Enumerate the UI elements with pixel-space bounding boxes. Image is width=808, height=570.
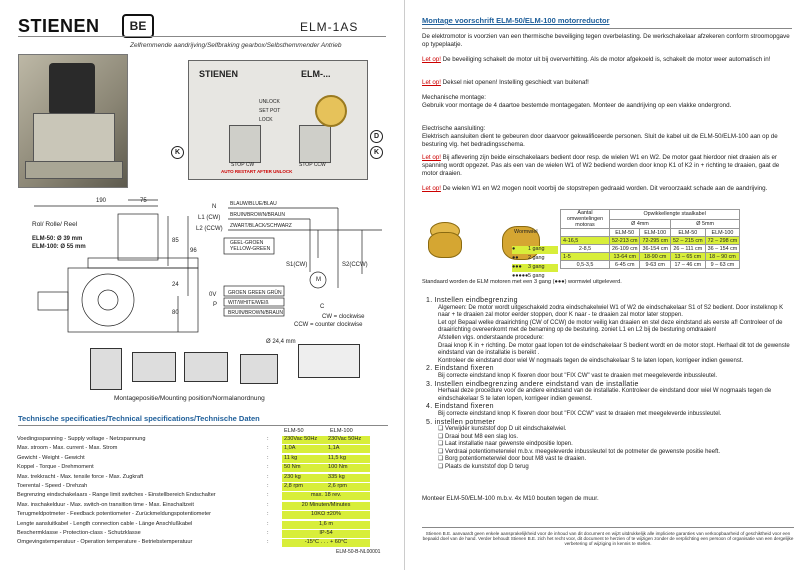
th-aantal: Aantal omwentelingen motoras (561, 210, 610, 229)
spec-colon: : (267, 464, 269, 471)
panel-label-lock: LOCK (259, 117, 273, 123)
panel-label-stop-cw: STOP CW (231, 162, 255, 168)
spec-row (17, 436, 387, 445)
step-line: ❑ Draai bout M8 een slag los. (438, 433, 519, 440)
spec-value-elm50: 230Vac 50Hz (282, 436, 326, 444)
mech-title: Mechanische montage: (422, 94, 486, 101)
spec-row (17, 455, 387, 464)
spec-row (17, 492, 387, 501)
shaft-diameter: Ø 24,4 mm (266, 339, 296, 345)
gear-cell-a: 26-109 cm (610, 245, 640, 253)
gear-gang: 2 gang (528, 255, 545, 261)
spec-value-shared: 20 Minuten/Minutes (282, 502, 370, 510)
gear-body (428, 232, 462, 258)
wire-brown: BRUIN/BROWN/BRAUN (230, 212, 286, 218)
step-line: Bij correcte eindstand knop K fixeren door bout "FIX CW" vast te draaien met meegeleverde inbussleutel. (438, 372, 718, 379)
specs-title-underline (18, 425, 388, 426)
pot-wire-white: WIT/WHITE/WEIß (228, 300, 269, 306)
specs-header-elm50: ELM-50 (284, 428, 304, 434)
warning-cover (422, 79, 794, 87)
spec-label: Toerental - Speed - Drehzah (17, 483, 88, 489)
spec-row (17, 502, 387, 511)
warning-lead: Let op! (422, 154, 441, 161)
spec-value-elm100: 335 kg (326, 474, 370, 482)
model-title: ELM-1AS (300, 20, 359, 34)
gear-cell-a: 13-64 cm (610, 253, 640, 261)
step-heading: 4. Eindstand fixeren (426, 403, 494, 411)
steps-list (426, 297, 796, 472)
spec-row (17, 445, 387, 454)
th-d5: Ø 5mm (670, 219, 739, 229)
switch-wheel-right (299, 125, 331, 163)
gear-gang: 5 gang (528, 273, 545, 279)
wire-black: ZWART/BLACK/SCHWARZ (230, 223, 292, 229)
spec-label: Terugmeldpotmeter - Feedback potentiometer - Zurückmeldungspotentiometer (17, 511, 212, 518)
switch-wheel-left (229, 125, 261, 163)
auto-restart-warning (221, 169, 292, 174)
gear-dots: ● (512, 246, 516, 252)
spec-label: Max. inschakelduur - Max. switch-on transition time - Max. Einschaltzeit (17, 501, 194, 508)
ccw-legend: CCW = counter clockwise (294, 322, 363, 328)
gear-cell-om: 0,5-3,5 (561, 261, 610, 269)
label-s2: S2(CCW) (342, 262, 368, 268)
spec-colon: : (267, 473, 269, 480)
spec-row (17, 464, 387, 473)
spec-value-shared: 10KΩ ±20% (282, 511, 370, 519)
gear-cell-om: 2-8,5 (561, 245, 610, 253)
spec-label: Max. stroom - Max. current - Max. Strom (17, 445, 118, 452)
th-col: ELM-100 (705, 229, 740, 237)
brand-logo-mark: BE (122, 14, 154, 38)
step-line: Kontroleer de eindstand door wiel W nogmaals tegen de eindschakelaar S te laten lopen, korrigeer indien gewenst. (438, 357, 744, 364)
dim-85: 85 (172, 238, 179, 244)
spec-colon: : (267, 445, 269, 452)
knob-marker-k-left: K (171, 146, 184, 159)
spec-colon: : (267, 511, 269, 518)
after-unlock-text: AFTER UNLOCK (256, 169, 293, 174)
doc-code: ELM-50-B-NL00001 (336, 549, 381, 555)
gear-cell-c: 13 – 65 cm (670, 253, 705, 261)
step-line: Afstellen vlgs. onderstaande procedure: (438, 334, 544, 341)
step-line: Let op! Bepaal welke draairichting (CW of CCW) de motor veilig kan draaien en stel deze eindstand als eerste af! Controleer of de draairichting overeenkomt met de benaming op de besturing. zoniet L1 en L2 bij de besturing omdraaien! (438, 319, 783, 334)
label-motor: M (316, 277, 321, 283)
gear-cell-a: 6-45 cm (610, 261, 640, 269)
label-0v: 0V (209, 292, 217, 298)
dim-190: 190 (96, 198, 107, 204)
gearbox-body (33, 113, 115, 165)
mech-text: Gebruik voor montage de 4 daartoe bestemde montagegaten. Monteer de aandrijving op een vlakke ondergrond. (422, 102, 732, 109)
dim-75: 75 (140, 198, 147, 204)
header-divider (18, 36, 386, 37)
warning-switches (422, 154, 794, 178)
gear-cell-b: 72-295 cm (640, 237, 670, 245)
gear-table-row (561, 237, 740, 245)
feedback-pot-wheel (315, 95, 347, 127)
warning-lead: Let op! (422, 56, 441, 63)
gear-row-label (512, 255, 558, 263)
subtitle: Zelfremmende aandrijving/Selfbraking gearbox/Selbsthemmender Antrieb (130, 42, 342, 49)
pot-wire-green: GROEN GREEN GRÜN (228, 290, 282, 296)
mounting-caption: Montagepositie/Mounting position/Normalanordnung (114, 395, 265, 402)
wire-blue: BLAUW/BLUE/BLAU (230, 201, 277, 207)
step-line: ❑ Borg potentiometerwiel door bout M8 vast te draaien. (438, 456, 587, 463)
gear-cell-b: 36-154 cm (640, 245, 670, 253)
gear-dots: ●●●●● (512, 273, 529, 279)
panel-label-setpot: SET POT (259, 108, 281, 114)
intro-text: De elektromotor is voorzien van een thermische beveiliging tegen overbelasting. De werkschakelaar afzekeren conform stroomopgave op typeplaatje. (422, 33, 790, 48)
gear-row-label (512, 273, 558, 281)
mount-pos-3 (184, 352, 228, 382)
step-line: Bij correcte eindstand knop K fixeren door bout "FIX CCW" vast te draaien met meegeleverde inbussleutel. (438, 410, 722, 417)
spec-colon: : (267, 520, 269, 527)
step-heading: 5. instellen potmeter (426, 418, 496, 426)
warning-overheat (422, 56, 794, 64)
spec-value-elm50: 1,0A (282, 445, 326, 453)
gear-table-row (561, 261, 740, 269)
mount-plate (25, 161, 123, 179)
gear-row-label (512, 264, 558, 272)
spec-label: Koppel - Torque - Drehmoment (17, 464, 94, 471)
spec-value-elm100: 1,1A (326, 445, 370, 453)
roll-elm100: ELM-100: Ø 55 mm (32, 244, 86, 250)
spec-value-elm100: 2,6 rpm (326, 483, 370, 491)
gear-cell-b: 9-63 cm (640, 261, 670, 269)
gear-gang: 1 gang (528, 246, 545, 252)
elec-text: Elektrisch aansluiten dient te gebeuren door daarvoor gekwalificeerde personen. Sluit de kabel uit de ELM-50/ELM-100 aan op de besturing vlg. het bedradingsschema. (422, 133, 778, 148)
gear-cell-d: 9 – 63 cm (705, 261, 740, 269)
gear-cell-d: 36 – 154 cm (705, 245, 740, 253)
spec-value-elm100: 11,5 kg (326, 455, 370, 463)
disclaimer: Stienen B.E. aanvaardt geen enkele aansprakelijkheid voor de inhoud van dit document en wijzt uitdrukkelijk alle impliciete garanties van verkoopbaarheid of geschiktheid voor een bepaald doel van de hand. Verder behoudt Stienen B.E. zich het recht voor, dit document te herzien of te wijzigen zonder de verplichting een persoon of organisatie van een dergelijke verbetering of wijziging in kennis te stellen. (422, 527, 794, 546)
spec-colon: : (267, 501, 269, 508)
panel-brand: STIENEN (199, 69, 239, 79)
gear-table-row (561, 253, 740, 261)
gear-gang: 3 gang (528, 264, 545, 270)
right-page (404, 0, 808, 570)
spec-colon: : (267, 492, 269, 499)
gear-table (560, 209, 740, 269)
spec-value-shared: 1,6 m (282, 521, 370, 529)
step-line: ❑ Plaats de kunststof dop D terug (438, 464, 529, 471)
gear-cell-c: 26 – 111 cm (670, 245, 705, 253)
specs-header-elm100: ELM-100 (330, 428, 353, 434)
spec-row (17, 530, 387, 539)
roll-label: Rol/ Rolle/ Reel (32, 221, 78, 228)
label-capacitor: C (320, 304, 325, 310)
label-p: P (213, 302, 218, 308)
panel-model: ELM-... (301, 69, 331, 79)
mounting-drawings (60, 340, 380, 388)
th-blank (561, 229, 610, 237)
spec-label: Gewicht - Weight - Gewicht (17, 454, 85, 461)
spec-colon: : (267, 539, 269, 546)
gear-table-row (561, 245, 740, 253)
spec-row (17, 521, 387, 530)
spec-label: Omgevingstemperatuur - Operation temperature - Betriebstemperatuur (17, 539, 193, 546)
instructions-title: Montage voorschrift ELM-50/ELM-100 motorreductor (422, 16, 610, 25)
gear-table-subheader (561, 229, 740, 237)
step-line: Herhaal deze procedure voor de andere eindstand van de installatie. Kontroleer de eindstand door wiel W nogmaals tegen de eindschakelaar S te laten lopen, korrigeer indien gewenst. (438, 388, 772, 402)
th-d4: Ø 4mm (610, 219, 671, 229)
gear-cell-b: 18-90 cm (640, 253, 670, 261)
warning-text: Bij aflevering zijn beide einschakelaars bedient door resp. de wielen W1 en W2. De motor gaat hierdoor niet draaien als er spanning wordt opgezet. Pas als een van de wielen W1 of W2 bediend worden door knop K1 of K2 in + richting te draaien, gaat de motor draaien. (422, 154, 780, 177)
spec-label: Max. trekkracht - Max. tensile force - Max. Zugkraft (17, 473, 144, 480)
step-line: ❑ Laat installatie naar gewenste eindpositie lopen. (438, 441, 573, 448)
th-wormwiel: Wormwiel (514, 229, 538, 235)
gear-cell-c: 52 – 215 cm (670, 237, 705, 245)
spec-value-elm50: 2,8 rpm (282, 483, 326, 491)
mount-pos-5 (298, 344, 360, 378)
wormwheel-photo (426, 220, 462, 260)
gear-cell-a: 52-213 cm (610, 237, 640, 245)
th-col: ELM-50 (610, 229, 640, 237)
step-line: ❑ Verdraai potentiometerwiel m.b.v. meegeleverde inbussleutel tot de potmeter de gewenste positie heeft. (438, 448, 721, 455)
spec-value-elm100: 230Vac 50Hz (326, 436, 370, 444)
spec-row (17, 474, 387, 483)
warning-wheels (422, 185, 794, 193)
step-line: Algemeen: De motor wordt uitgeschakeld zodra eindschakelwiel W1 of W2 de eindschakelaar S1 of S2 bedient. Door instelknop K naar + te draaien zal motor eerder stoppen, door K naar - te draaien zal motor later stoppen. (438, 304, 784, 319)
wire-n: N (212, 204, 217, 210)
spec-value-elm50: 50 Nm (282, 464, 326, 472)
gear-cell-d: 18 – 90 cm (705, 253, 740, 261)
auto-restart-text: AUTO RESTART (221, 169, 256, 174)
brand-logo: STIENEN (18, 16, 100, 36)
spec-colon: : (267, 454, 269, 461)
panel-label-unlock: UNLOCK (259, 99, 280, 105)
control-panel (188, 60, 368, 180)
spec-value-elm50: 11 kg (282, 455, 326, 463)
warning-lead: Let op! (422, 79, 441, 86)
warning-lead: Let op! (422, 185, 441, 192)
th-cable: Opwikkellengte staalkabel (610, 210, 740, 220)
gear-dots: ●●● (512, 264, 522, 270)
spec-value-shared: -15°C . . . + 60°C (282, 539, 370, 547)
th-col: ELM-50 (670, 229, 705, 237)
gear-note: Standaard worden de ELM motoren met een 3 gang (●●●) wormwiel uitgeleverd. (422, 279, 622, 285)
wire-l1: L1 (CW) (198, 215, 221, 221)
spec-value-shared: IP-54 (282, 530, 370, 538)
knob-marker-k-right: K (370, 146, 383, 159)
pot-wire-brown: BRUIN/BROWN/BRAUN (228, 310, 284, 316)
gear-row-label (512, 246, 558, 254)
dim-96: 96 (190, 248, 197, 254)
spec-label: Beschermklasse - Protection-class - Schutzklasse (17, 530, 141, 536)
spec-row (17, 483, 387, 492)
gear-cell-om: 4-16,5 (561, 237, 610, 245)
spec-colon: : (267, 530, 269, 536)
warning-text: Deksel niet openen! Instelling geschiedt van buitenaf! (440, 79, 589, 86)
step-heading: 2. Eindstand fixeren (426, 365, 494, 373)
spec-value-shared: max. 18 rev. (282, 492, 370, 500)
elec-title: Electrische aansluiting: (422, 125, 486, 132)
cap-marker-d: D (370, 130, 383, 143)
panel-label-stop-ccw: STOP CCW (299, 162, 326, 168)
mount-pos-2 (132, 352, 176, 382)
gear-cell-d: 72 – 298 cm (705, 237, 740, 245)
title-divider (422, 28, 792, 29)
step-heading: 3. Instellen eindbegrenzing andere eindstand van de installatie (426, 380, 639, 388)
spec-label: Voedingsspanning - Supply voltage - Netzspannung (17, 436, 146, 442)
mount-pos-1 (90, 348, 122, 390)
step-heading: 1. Instellen eindbegrenzing (426, 297, 518, 304)
warning-text: De beveiliging schakelt de motor uit bij oververhitting. Als de motor afgekoeld is, schakelt de motor weer automatisch in! (440, 56, 771, 63)
spec-colon: : (267, 483, 269, 489)
step-line: Draai knop K in + richting. De motor gaat lopen tot de eindschakelaar S bedient wordt en de motor stopt. Herhaal dit tot de gewenste eindstand van de installatie is bereikt . (438, 342, 790, 357)
label-s1: S1(CW) (286, 262, 308, 268)
spec-row (17, 511, 387, 520)
th-col: ELM-100 (640, 229, 670, 237)
dim-24: 24 (172, 282, 179, 288)
cw-legend: CW = clockwise (322, 314, 365, 320)
spec-label: Begrenzing eindschakelaars - Range limit switches - Einstellbereich Endschalter (17, 492, 216, 499)
spec-value-elm50: 230 kg (282, 474, 326, 482)
gear-cell-om: 1-5 (561, 253, 610, 261)
roll-elm50: ELM-50: Ø 39 mm (32, 236, 83, 242)
spec-row (17, 539, 387, 548)
wire-l2: L2 (CCW) (196, 226, 223, 232)
spec-value-elm100: 100 Nm (326, 464, 370, 472)
mount-pos-4 (240, 354, 278, 384)
motor-body (49, 63, 95, 115)
specs-title: Technische specificaties/Technical specifications/Technische Daten (18, 414, 260, 423)
dim-80: 80 (172, 310, 179, 316)
product-photo (18, 54, 128, 188)
spec-label: Lengte aansluitkabel - Length connection cable - Länge Anschlußkabel (17, 520, 193, 527)
spec-colon: : (267, 436, 269, 442)
warning-text: De wielen W1 en W2 mogen nooit voorbij de stopstrepen gedraaid worden. Dit veroorzaakt schade aan de aandrijving. (440, 185, 768, 192)
gear-cell-c: 17 – 46 cm (670, 261, 705, 269)
step-line: ❑ Verwijder kunststof dop D uit eindschakelwiel. (438, 426, 567, 433)
gear-dots: ●● (512, 255, 519, 261)
wire-yellow-green: GEEL-GROEN YELLOW-GREEN (230, 240, 271, 252)
closing-text: Monteer ELM-50/ELM-100 m.b.v. 4x M10 bouten tegen de muur. (422, 495, 599, 502)
